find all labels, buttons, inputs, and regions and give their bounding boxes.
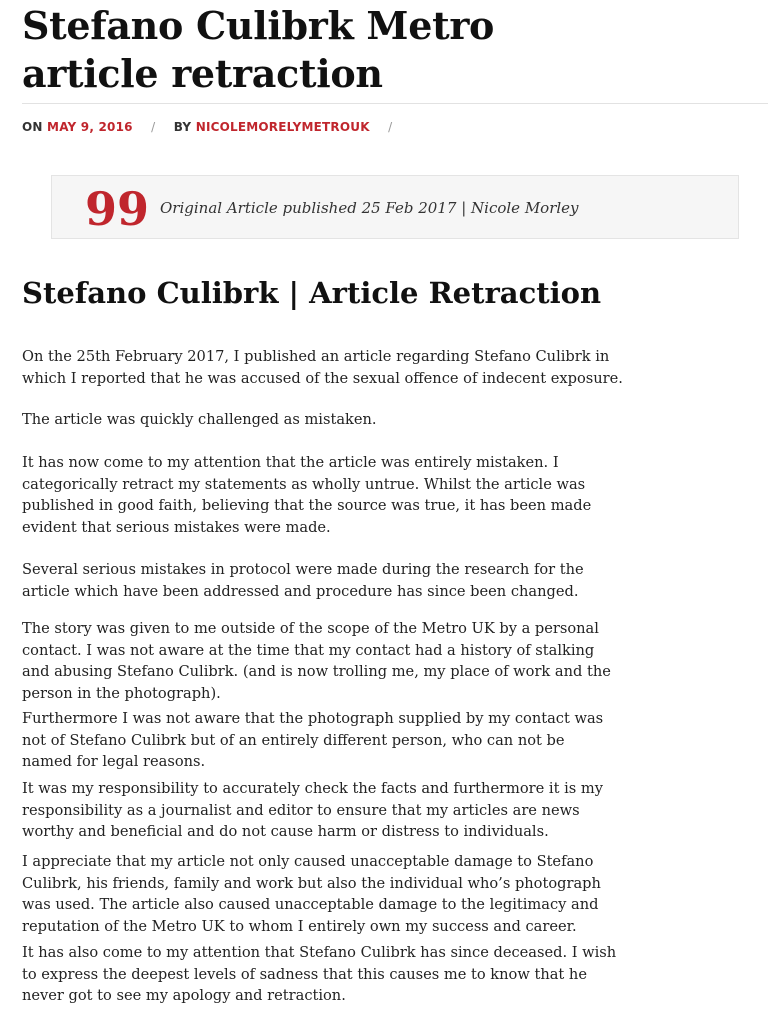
article-paragraph: The article was quickly challenged as mistaken. [22,411,377,428]
article-paragraph: Several serious mistakes in protocol were made during the research for the article which have been addressed and procedure has since been changed. [22,561,584,600]
quote-mark-icon: 99 [85,182,150,236]
blockquote [51,175,739,239]
meta-by-label: BY [173,120,192,134]
article-paragraph: I appreciate that my article not only caused unacceptable damage to Stefano Culibrk, his friends, family and work but also the individual who’s photograph was used. The article also caused unacceptable damage to the legitimacy and reputation of the Metro UK to whom I entirely own my success and career. [22,853,601,935]
article-paragraph: It was my responsibility to accurately check the facts and furthermore it is my responsibility as a journalist and editor to ensure that my articles are news worthy and beneficial and do not cause harm or distress to individuals. [22,780,603,840]
author-link[interactable]: NICOLEMORELYMETROUK [195,120,370,134]
article-heading: Stefano Culibrk | Article Retraction [22,276,602,310]
title-divider [22,103,768,104]
meta-on-label: ON [22,120,43,134]
article-paragraph: Furthermore I was not aware that the photograph supplied by my contact was not of Stefano Culibrk but of an entirely different person, who can not be named for legal reasons. [22,710,604,770]
page-title-line-1: Stefano Culibrk Metro [22,3,495,48]
post-meta [22,120,406,134]
article-paragraph: The story was given to me outside of the scope of the Metro UK by a personal contact. I was not aware at the time that my contact had a history of stalking and abusing Stefano Culibrk. (and is now trolling me, my place of work and the person in the photograph). [22,620,611,702]
meta-separator-end: / [388,120,393,134]
page-title-line-2: article retraction [22,51,383,96]
article-paragraph: On the 25th February 2017, I published an article regarding Stefano Culibrk in which I reported that he was accused of the sexual offence of indecent exposure. [22,348,623,387]
page-title [22,2,742,98]
article-paragraph: It has now come to my attention that the article was entirely mistaken. I categorically retract my statements as wholly untrue. Whilst the article was published in good faith, believing that the source was true, it has been made evident that serious mistakes were made. [22,454,592,536]
article-paragraph: It has also come to my attention that Stefano Culibrk has since deceased. I wish to express the deepest levels of sadness that this causes me to know that he never got to see my apology and retraction. [22,944,617,1004]
post-date-link[interactable]: MAY 9, 2016 [47,120,133,134]
quote-text: Original Article published 25 Feb 2017 | Nicole Morley [160,199,579,217]
meta-separator: / [151,120,156,134]
